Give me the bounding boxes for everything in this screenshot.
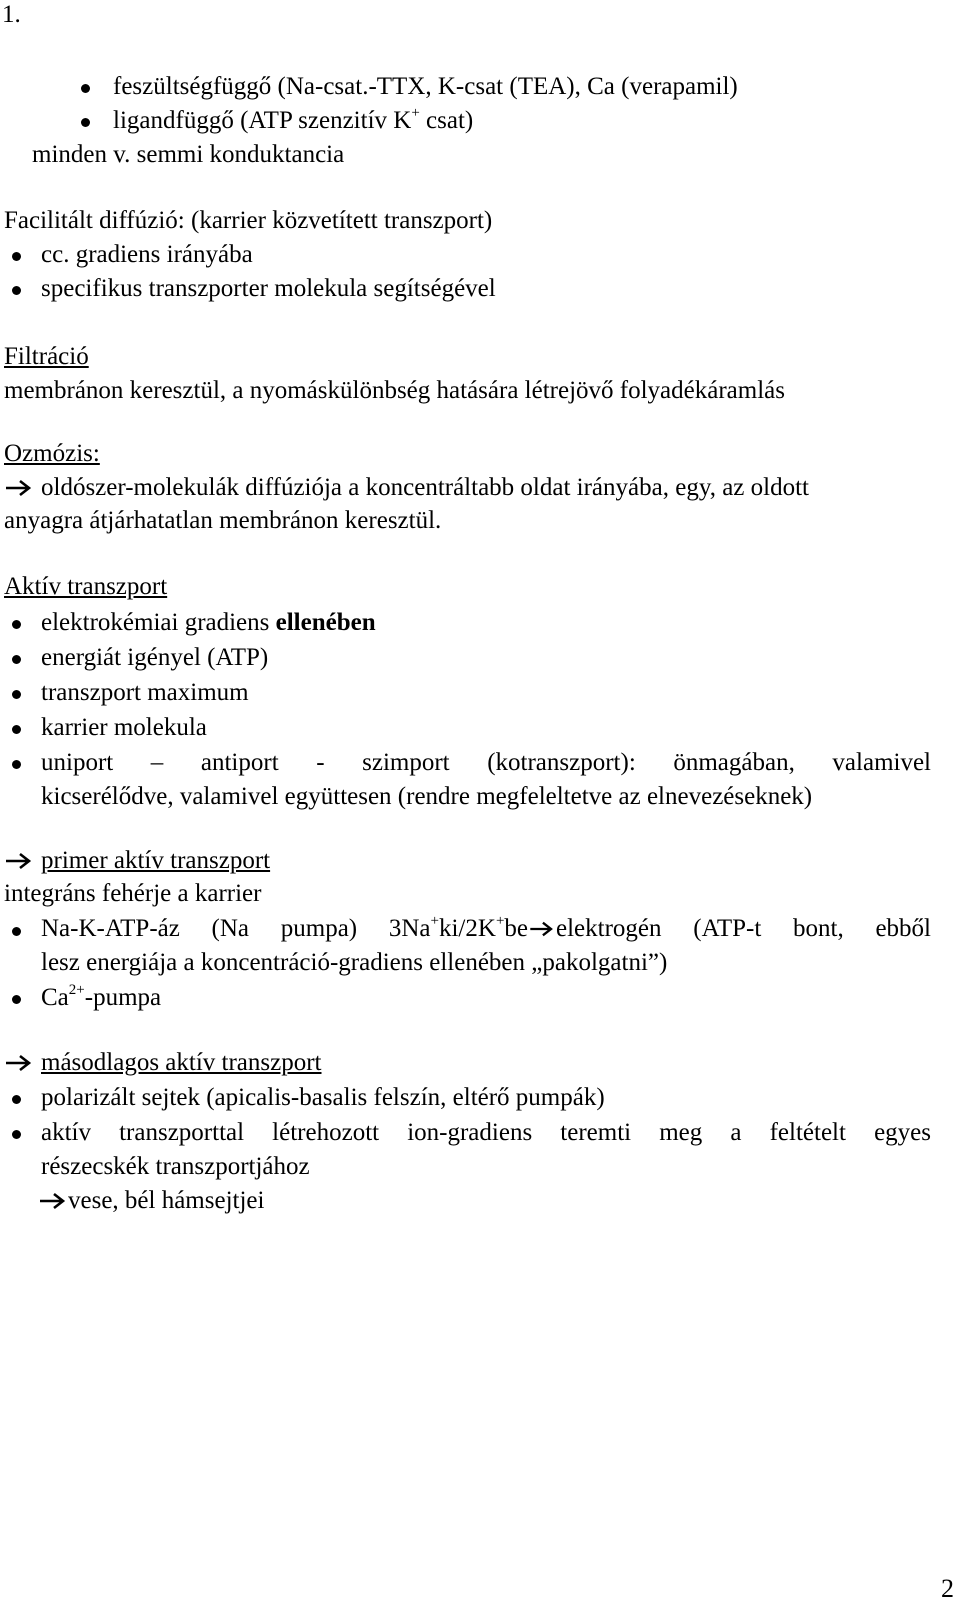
right-arrow-icon bbox=[4, 478, 34, 498]
bullet-icon bbox=[12, 927, 21, 936]
channel-all-or-none: minden v. semmi konduktancia bbox=[32, 141, 345, 168]
bullet-icon bbox=[12, 725, 21, 734]
bullet-icon bbox=[12, 252, 21, 261]
facilitated-heading: Facilitált diffúzió: (karrier közvetített transzport) bbox=[4, 207, 493, 234]
right-arrow-icon bbox=[4, 1053, 34, 1073]
right-arrow-icon bbox=[4, 851, 34, 871]
facilitated-item: cc. gradiens irányába bbox=[41, 241, 253, 268]
channel-item-voltage: feszültségfüggő (Na-csat.-TTX, K-csat (TEA), Ca (verapamil) bbox=[113, 73, 738, 100]
bullet-icon bbox=[81, 118, 90, 127]
bullet-icon bbox=[12, 995, 21, 1004]
bullet-icon bbox=[12, 1130, 21, 1139]
active-item-carrier: karrier molekula bbox=[41, 714, 207, 741]
primary-item-ca-pump: $Ca^{2+}$-pumpa bbox=[41, 981, 162, 1011]
bullet-icon bbox=[12, 286, 21, 295]
primary-item-na-k-atpase-line2: lesz energiája a koncentráció-gradiens ellenében „pakolgatni”) bbox=[41, 949, 668, 976]
osmosis-text-line2: anyagra átjárhatatlan membránon keresztül. bbox=[4, 507, 442, 534]
active-item-port-types-line2: kicserélődve, valamivel együttesen (rendre megfeleltetve az elnevezéseknek) bbox=[41, 783, 813, 810]
page-number: 2 bbox=[941, 1574, 954, 1603]
secondary-active-heading: másodlagos aktív transzport bbox=[41, 1049, 322, 1076]
filtration-text: membránon keresztül, a nyomáskülönbség hatására létrejövő folyadékáramlás bbox=[4, 377, 785, 404]
bullet-icon bbox=[12, 655, 21, 664]
active-transport-heading: Aktív transzport bbox=[4, 573, 168, 600]
secondary-example: vese, bél hámsejtjei bbox=[68, 1187, 265, 1214]
active-item-port-types-line1: uniport – antiport - szimport (kotranszport): önmagában, valamivel bbox=[41, 749, 931, 776]
active-item-gradient: elektrokémiai gradiens ellenében bbox=[41, 609, 376, 636]
active-item-maximum: transzport maximum bbox=[41, 679, 249, 706]
channel-item-ligand: ligandfüggő (ATP szenzitív K+ csat) bbox=[113, 104, 474, 134]
primary-item-na-k-atpase-line1: Na-K-ATP-áz (Na pumpa) 3Na+ki/2K+be elektrogén (ATP-t bont, ebből bbox=[41, 912, 931, 942]
bullet-icon bbox=[12, 620, 21, 629]
bullet-icon bbox=[12, 1095, 21, 1104]
secondary-item-gradient-line1: aktív transzporttal létrehozott ion-gradiens teremti meg a feltételt egyes bbox=[41, 1119, 931, 1146]
active-item-energy: energiát igényel (ATP) bbox=[41, 644, 269, 671]
bullet-icon bbox=[81, 84, 90, 93]
primary-subline: integráns fehérje a karrier bbox=[4, 880, 262, 907]
secondary-item-polarized: polarizált sejtek (apicalis-basalis felszín, eltérő pumpák) bbox=[41, 1084, 605, 1111]
primary-active-heading: primer aktív transzport bbox=[41, 847, 271, 874]
facilitated-item: specifikus transzporter molekula segítségével bbox=[41, 275, 496, 302]
secondary-item-gradient-line2: részecskék transzportjához bbox=[41, 1153, 310, 1180]
osmosis-text-line1: oldószer-molekulák diffúziója a koncentráltabb oldat irányába, egy, az oldott bbox=[41, 474, 809, 501]
top-number: 1. bbox=[2, 1, 21, 28]
right-arrow-icon bbox=[528, 920, 556, 938]
right-arrow-icon bbox=[38, 1191, 68, 1211]
filtration-heading: Filtráció bbox=[4, 343, 89, 370]
osmosis-heading: Ozmózis: bbox=[4, 440, 100, 467]
bullet-icon bbox=[12, 690, 21, 699]
bullet-icon bbox=[12, 760, 21, 769]
